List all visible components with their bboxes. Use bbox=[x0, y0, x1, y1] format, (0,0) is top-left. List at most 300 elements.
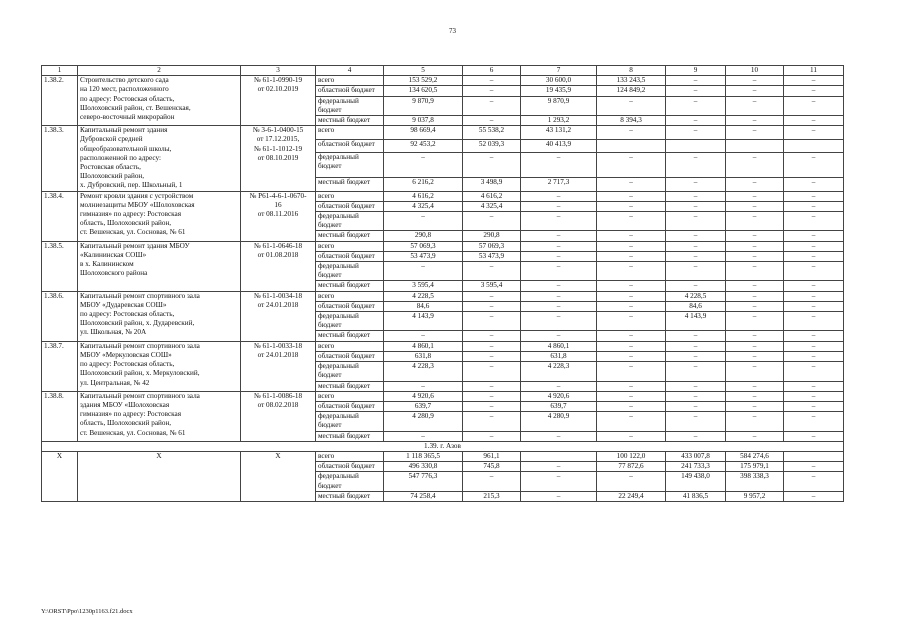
item-name-line: на 120 мест, расположенного bbox=[80, 85, 169, 94]
amount-cell: – bbox=[784, 231, 844, 241]
amount-cell: – bbox=[784, 116, 844, 126]
column-number: 1 bbox=[42, 66, 78, 76]
item-name-line: по адресу: Ростовская область, bbox=[80, 360, 175, 369]
amount-cell: 3 498,9 bbox=[463, 178, 521, 191]
amount-cell: – bbox=[463, 301, 521, 311]
item-name-line: ст. Вешенская, ул. Сосновая, № 61 bbox=[80, 228, 186, 237]
amount-cell: 43 131,2 bbox=[521, 126, 597, 139]
amount-cell: 92 453,2 bbox=[384, 139, 463, 152]
item-name-line: МБОУ «Меркуловская СОШ» bbox=[80, 350, 172, 359]
amount-cell: 40 413,9 bbox=[521, 139, 597, 152]
column-number: 11 bbox=[784, 66, 844, 76]
item-name-line: ул. Центральная, № 42 bbox=[80, 378, 150, 387]
expertise-line: № 3-6-1-0400-15 bbox=[252, 126, 304, 135]
item-name-line: Капитальный ремонт спортивного зала bbox=[80, 391, 200, 400]
amount-cell: 241 733,3 bbox=[666, 462, 726, 472]
amount-cell: 4 228,5 bbox=[384, 291, 463, 301]
amount-cell: – bbox=[521, 312, 597, 331]
amount-cell: 9 870,9 bbox=[384, 96, 463, 115]
amount-cell: 55 538,2 bbox=[463, 126, 521, 139]
expertise-conclusion bbox=[241, 241, 316, 291]
item-name-line: по адресу: Ростовская область, bbox=[80, 94, 175, 103]
funding-source: областной бюджет bbox=[316, 462, 384, 472]
funding-source: всего bbox=[316, 76, 384, 86]
amount-cell: – bbox=[726, 312, 784, 331]
funding-source: местный бюджет bbox=[316, 431, 384, 441]
funding-source: областной бюджет bbox=[316, 301, 384, 311]
amount-cell: 9 037,8 bbox=[384, 116, 463, 126]
amount-cell: – bbox=[666, 281, 726, 291]
amount-cell: – bbox=[784, 126, 844, 139]
funding-source: областной бюджет bbox=[316, 351, 384, 361]
amount-cell: 2 717,3 bbox=[521, 178, 597, 191]
amount-cell: – bbox=[666, 412, 726, 431]
expertise-line: № 61-1-0646-18 bbox=[253, 241, 303, 250]
item-name-line: Строительство детского сада bbox=[80, 76, 169, 85]
item-name bbox=[78, 76, 241, 126]
amount-cell: – bbox=[463, 291, 521, 301]
amount-cell: – bbox=[521, 212, 597, 231]
amount-cell: – bbox=[726, 201, 784, 211]
amount-cell: – bbox=[784, 351, 844, 361]
funding-source: федеральный бюджет bbox=[316, 362, 384, 381]
expertise-line: от 08.10.2019 bbox=[257, 153, 299, 162]
amount-cell: 4 228,3 bbox=[384, 362, 463, 381]
amount-cell: – bbox=[597, 201, 666, 211]
amount-cell: 639,7 bbox=[521, 401, 597, 411]
item-number: 1.38.4. bbox=[42, 191, 78, 241]
item-name-line: здания МБОУ «Шолоховская bbox=[80, 400, 170, 409]
item-number: 1.38.5. bbox=[42, 241, 78, 291]
amount-cell: – bbox=[726, 331, 784, 341]
amount-cell: 4 860,1 bbox=[521, 341, 597, 351]
amount-cell: – bbox=[726, 381, 784, 391]
expertise-line: № Р61-4-6-1-0670- bbox=[249, 191, 307, 200]
table-row bbox=[42, 241, 844, 251]
amount-cell: 290,8 bbox=[384, 231, 463, 241]
amount-cell: 4 228,5 bbox=[666, 291, 726, 301]
amount-cell: – bbox=[384, 212, 463, 231]
amount-cell: – bbox=[784, 462, 844, 472]
funding-source: федеральный бюджет bbox=[316, 312, 384, 331]
amount-cell: 4 143,9 bbox=[666, 312, 726, 331]
item-name-line: Капитальный ремонт спортивного зала bbox=[80, 341, 200, 350]
item-name-line: Шолоховский район, х. Меркуловский, bbox=[80, 369, 200, 378]
item-name-line: северо-восточный микрорайон bbox=[80, 113, 175, 122]
amount-cell: – bbox=[521, 201, 597, 211]
amount-cell: – bbox=[726, 231, 784, 241]
amount-cell: – bbox=[726, 191, 784, 201]
amount-cell: – bbox=[726, 412, 784, 431]
funding-source: местный бюджет bbox=[316, 381, 384, 391]
item-name bbox=[78, 241, 241, 291]
amount-cell: – bbox=[597, 281, 666, 291]
amount-cell: 3 595,4 bbox=[463, 281, 521, 291]
amount-cell: – bbox=[784, 312, 844, 331]
amount-cell: – bbox=[784, 362, 844, 381]
amount-cell: – bbox=[597, 301, 666, 311]
amount-cell: – bbox=[463, 116, 521, 126]
amount-cell: – bbox=[463, 212, 521, 231]
total-x-cell: X bbox=[78, 451, 241, 501]
amount-cell: – bbox=[726, 291, 784, 301]
amount-cell: – bbox=[597, 412, 666, 431]
amount-cell bbox=[597, 139, 666, 152]
expertise-conclusion bbox=[241, 391, 316, 441]
amount-cell: – bbox=[521, 262, 597, 281]
item-number: 1.38.3. bbox=[42, 126, 78, 191]
amount-cell: – bbox=[666, 178, 726, 191]
amount-cell: 290,8 bbox=[463, 231, 521, 241]
table-row bbox=[42, 291, 844, 301]
amount-cell: – bbox=[597, 96, 666, 115]
section-title: 1.39. г. Азов bbox=[42, 441, 844, 451]
amount-cell: – bbox=[784, 191, 844, 201]
amount-cell: 584 274,6 bbox=[726, 451, 784, 461]
amount-cell: – bbox=[597, 251, 666, 261]
table-row bbox=[42, 76, 844, 86]
amount-cell: 433 007,8 bbox=[666, 451, 726, 461]
amount-cell: – bbox=[666, 116, 726, 126]
amount-cell: 100 122,0 bbox=[597, 451, 666, 461]
expertise-line: от 08.02.2018 bbox=[257, 400, 299, 409]
column-number: 6 bbox=[463, 66, 521, 76]
amount-cell: 4 616,2 bbox=[463, 191, 521, 201]
amount-cell: 9 957,2 bbox=[726, 491, 784, 501]
funding-source: областной бюджет bbox=[316, 86, 384, 96]
amount-cell: – bbox=[784, 178, 844, 191]
amount-cell: 41 836,5 bbox=[666, 491, 726, 501]
amount-cell: – bbox=[384, 431, 463, 441]
amount-cell: 4 325,4 bbox=[384, 201, 463, 211]
page-number: 73 bbox=[449, 27, 456, 35]
amount-cell: 4 920,6 bbox=[384, 391, 463, 401]
item-name-line: Капитальный ремонт спортивного зала bbox=[80, 291, 200, 300]
amount-cell: 1 293,2 bbox=[521, 116, 597, 126]
amount-cell: – bbox=[597, 191, 666, 201]
amount-cell: – bbox=[463, 362, 521, 381]
item-name-line: Капитальный ремонт здания bbox=[80, 126, 168, 135]
item-name-line: область, Шолоховский район, bbox=[80, 219, 172, 228]
amount-cell: 8 394,3 bbox=[597, 116, 666, 126]
amount-cell: – bbox=[597, 291, 666, 301]
amount-cell: – bbox=[666, 362, 726, 381]
expertise-line: от 17.12.2015, bbox=[256, 135, 300, 144]
total-x-cell: X bbox=[42, 451, 78, 501]
amount-cell: – bbox=[384, 381, 463, 391]
amount-cell: 84,6 bbox=[666, 301, 726, 311]
amount-cell: – bbox=[463, 412, 521, 431]
amount-cell: – bbox=[384, 262, 463, 281]
amount-cell: – bbox=[666, 381, 726, 391]
amount-cell: – bbox=[726, 362, 784, 381]
expertise-line: № 61-1-0990-19 bbox=[253, 76, 303, 85]
item-name-line: МБОУ «Дударевская СОШ» bbox=[80, 300, 167, 309]
amount-cell: 961,1 bbox=[463, 451, 521, 461]
amount-cell: – bbox=[384, 152, 463, 177]
amount-cell: – bbox=[463, 401, 521, 411]
item-name-line: ст. Вешенская, ул. Сосновая, № 61 bbox=[80, 428, 186, 437]
table-row bbox=[42, 341, 844, 351]
amount-cell: – bbox=[463, 86, 521, 96]
amount-cell: 77 872,6 bbox=[597, 462, 666, 472]
expertise-line: от 08.11.2016 bbox=[257, 210, 299, 219]
amount-cell: 175 979,1 bbox=[726, 462, 784, 472]
amount-cell: – bbox=[597, 126, 666, 139]
amount-cell: – bbox=[463, 262, 521, 281]
column-number: 2 bbox=[78, 66, 241, 76]
amount-cell: – bbox=[666, 201, 726, 211]
amount-cell: 57 069,3 bbox=[384, 241, 463, 251]
funding-source: всего bbox=[316, 241, 384, 251]
amount-cell: 4 920,6 bbox=[521, 391, 597, 401]
item-name-line: «Калининская СОШ» bbox=[80, 250, 147, 259]
item-name-line: ул. Школьная, № 20А bbox=[80, 328, 147, 337]
amount-cell: – bbox=[666, 96, 726, 115]
amount-cell: – bbox=[726, 391, 784, 401]
table-row bbox=[42, 391, 844, 401]
amount-cell: – bbox=[666, 401, 726, 411]
amount-cell: – bbox=[666, 331, 726, 341]
amount-cell bbox=[784, 139, 844, 152]
item-name-line: расположенной по адресу: bbox=[80, 153, 161, 162]
amount-cell: – bbox=[463, 351, 521, 361]
expertise-line: № 61-1-0034-18 bbox=[253, 291, 303, 300]
amount-cell: – bbox=[726, 96, 784, 115]
funding-source: всего bbox=[316, 291, 384, 301]
item-name-line: молниезащиты МБОУ «Шолоховская bbox=[80, 200, 195, 209]
amount-cell: – bbox=[666, 191, 726, 201]
amount-cell: – bbox=[463, 391, 521, 401]
amount-cell: – bbox=[784, 212, 844, 231]
funding-source: местный бюджет bbox=[316, 331, 384, 341]
item-name-line: х. Дубровский, пер. Школьный, 1 bbox=[80, 181, 183, 190]
column-number: 3 bbox=[241, 66, 316, 76]
column-number: 9 bbox=[666, 66, 726, 76]
table-row bbox=[42, 126, 844, 139]
amount-cell: 53 473,9 bbox=[463, 251, 521, 261]
amount-cell: – bbox=[463, 341, 521, 351]
amount-cell: – bbox=[726, 262, 784, 281]
funding-source: всего bbox=[316, 191, 384, 201]
amount-cell: – bbox=[463, 381, 521, 391]
funding-source: всего bbox=[316, 341, 384, 351]
amount-cell: 153 529,2 bbox=[384, 76, 463, 86]
amount-cell: 124 849,2 bbox=[597, 86, 666, 96]
amount-cell: 547 776,3 bbox=[384, 472, 463, 491]
item-name bbox=[78, 126, 241, 191]
amount-cell: – bbox=[784, 431, 844, 441]
amount-cell: – bbox=[597, 312, 666, 331]
item-number: 1.38.2. bbox=[42, 76, 78, 126]
amount-cell: – bbox=[463, 472, 521, 491]
amount-cell: 4 860,1 bbox=[384, 341, 463, 351]
amount-cell: – bbox=[521, 241, 597, 251]
item-name-line: гимназия» по адресу: Ростовская bbox=[80, 210, 182, 219]
amount-cell: – bbox=[521, 301, 597, 311]
column-number: 5 bbox=[384, 66, 463, 76]
item-name-line: Шолоховский район, bbox=[80, 172, 145, 181]
amount-cell: – bbox=[784, 491, 844, 501]
amount-cell: – bbox=[521, 191, 597, 201]
amount-cell: – bbox=[666, 86, 726, 96]
amount-cell: – bbox=[597, 341, 666, 351]
amount-cell: – bbox=[784, 472, 844, 491]
item-number: 1.38.7. bbox=[42, 341, 78, 391]
amount-cell: 4 325,4 bbox=[463, 201, 521, 211]
item-name-line: Шолоховского района bbox=[80, 269, 148, 278]
amount-cell: – bbox=[784, 301, 844, 311]
amount-cell: – bbox=[521, 472, 597, 491]
amount-cell: – bbox=[597, 381, 666, 391]
amount-cell: – bbox=[666, 262, 726, 281]
amount-cell: – bbox=[521, 152, 597, 177]
funding-source: местный бюджет bbox=[316, 178, 384, 191]
amount-cell: – bbox=[521, 462, 597, 472]
funding-source: федеральный бюджет bbox=[316, 212, 384, 231]
amount-cell: – bbox=[666, 152, 726, 177]
item-name-line: общеобразовательной школы, bbox=[80, 144, 172, 153]
item-name-line: область, Шолоховский район, bbox=[80, 419, 172, 428]
funding-source: федеральный бюджет bbox=[316, 152, 384, 177]
amount-cell: – bbox=[666, 251, 726, 261]
funding-source: всего bbox=[316, 451, 384, 461]
item-name-line: Дубровской средней bbox=[80, 135, 143, 144]
amount-cell: – bbox=[726, 152, 784, 177]
amount-cell: – bbox=[784, 381, 844, 391]
amount-cell: – bbox=[666, 231, 726, 241]
amount-cell: – bbox=[726, 241, 784, 251]
amount-cell: – bbox=[521, 381, 597, 391]
expertise-line: от 24.01.2018 bbox=[257, 300, 299, 309]
amount-cell: – bbox=[784, 401, 844, 411]
expertise-line: № 61-1-0033-18 bbox=[253, 341, 303, 350]
total-x-cell: X bbox=[241, 451, 316, 501]
amount-cell: – bbox=[463, 96, 521, 115]
amount-cell: – bbox=[463, 431, 521, 441]
item-name bbox=[78, 291, 241, 341]
amount-cell: – bbox=[597, 391, 666, 401]
item-number: 1.38.8. bbox=[42, 391, 78, 441]
amount-cell: – bbox=[726, 401, 784, 411]
column-number-row bbox=[42, 66, 844, 76]
expertise-conclusion bbox=[241, 191, 316, 241]
amount-cell: – bbox=[521, 281, 597, 291]
item-name bbox=[78, 191, 241, 241]
amount-cell: 133 243,5 bbox=[597, 76, 666, 86]
amount-cell: – bbox=[784, 76, 844, 86]
amount-cell: 98 669,4 bbox=[384, 126, 463, 139]
amount-cell: – bbox=[726, 351, 784, 361]
amount-cell: – bbox=[666, 76, 726, 86]
item-name bbox=[78, 341, 241, 391]
amount-cell: – bbox=[463, 76, 521, 86]
section-row bbox=[42, 441, 844, 451]
amount-cell: 57 069,3 bbox=[463, 241, 521, 251]
item-name-line: гимназия» по адресу: Ростовская bbox=[80, 410, 182, 419]
funding-source: местный бюджет bbox=[316, 491, 384, 501]
amount-cell: – bbox=[666, 241, 726, 251]
amount-cell: 639,7 bbox=[384, 401, 463, 411]
amount-cell: – bbox=[784, 251, 844, 261]
amount-cell: 149 438,0 bbox=[666, 472, 726, 491]
amount-cell: 631,8 bbox=[521, 351, 597, 361]
file-path-footer: Y:\ORST\Ppo\1230p1163.f21.docx bbox=[41, 608, 133, 615]
funding-source: областной бюджет bbox=[316, 401, 384, 411]
item-name-line: Ростовская область, bbox=[80, 163, 141, 172]
amount-cell: – bbox=[521, 231, 597, 241]
amount-cell: 215,3 bbox=[463, 491, 521, 501]
amount-cell: – bbox=[726, 281, 784, 291]
amount-cell: 496 330,8 bbox=[384, 462, 463, 472]
amount-cell: – bbox=[784, 152, 844, 177]
funding-source: областной бюджет bbox=[316, 139, 384, 152]
expertise-conclusion bbox=[241, 291, 316, 341]
amount-cell: 398 338,3 bbox=[726, 472, 784, 491]
budget-table bbox=[41, 65, 844, 502]
amount-cell: – bbox=[463, 331, 521, 341]
amount-cell: – bbox=[726, 116, 784, 126]
amount-cell bbox=[726, 139, 784, 152]
expertise-line: от 01.08.2018 bbox=[257, 250, 299, 259]
item-name-line: по адресу: Ростовская область, bbox=[80, 310, 175, 319]
expertise-line: 16 bbox=[274, 200, 282, 209]
amount-cell: – bbox=[784, 86, 844, 96]
funding-source: федеральный бюджет bbox=[316, 262, 384, 281]
amount-cell: – bbox=[463, 312, 521, 331]
amount-cell: – bbox=[784, 291, 844, 301]
amount-cell: – bbox=[521, 251, 597, 261]
funding-source: федеральный бюджет bbox=[316, 472, 384, 491]
item-number: 1.38.6. bbox=[42, 291, 78, 341]
amount-cell: 53 473,9 bbox=[384, 251, 463, 261]
amount-cell: – bbox=[784, 391, 844, 401]
amount-cell: 4 280,9 bbox=[384, 412, 463, 431]
amount-cell: – bbox=[521, 291, 597, 301]
amount-cell: – bbox=[666, 391, 726, 401]
amount-cell: – bbox=[597, 178, 666, 191]
item-name-line: Шолоховский район, х. Дударевский, bbox=[80, 319, 195, 328]
amount-cell: – bbox=[597, 231, 666, 241]
amount-cell: – bbox=[784, 201, 844, 211]
item-name bbox=[78, 391, 241, 441]
amount-cell: – bbox=[784, 331, 844, 341]
funding-source: областной бюджет bbox=[316, 201, 384, 211]
expertise-line: от 02.10.2019 bbox=[257, 85, 299, 94]
total-row bbox=[42, 451, 844, 461]
column-number: 10 bbox=[726, 66, 784, 76]
funding-source: местный бюджет bbox=[316, 281, 384, 291]
amount-cell: 22 249,4 bbox=[597, 491, 666, 501]
amount-cell: – bbox=[784, 281, 844, 291]
amount-cell: 1 118 365,5 bbox=[384, 451, 463, 461]
amount-cell: – bbox=[597, 241, 666, 251]
amount-cell: – bbox=[666, 341, 726, 351]
amount-cell: – bbox=[666, 351, 726, 361]
amount-cell: 74 258,4 bbox=[384, 491, 463, 501]
expertise-line: № 61-1-0086-18 bbox=[253, 391, 303, 400]
amount-cell: – bbox=[597, 262, 666, 281]
funding-source: всего bbox=[316, 391, 384, 401]
amount-cell: – bbox=[726, 341, 784, 351]
amount-cell: – bbox=[784, 412, 844, 431]
column-number: 8 bbox=[597, 66, 666, 76]
amount-cell: 4 143,9 bbox=[384, 312, 463, 331]
amount-cell: – bbox=[597, 152, 666, 177]
amount-cell: 745,8 bbox=[463, 462, 521, 472]
amount-cell: 9 870,9 bbox=[521, 96, 597, 115]
amount-cell: – bbox=[726, 178, 784, 191]
